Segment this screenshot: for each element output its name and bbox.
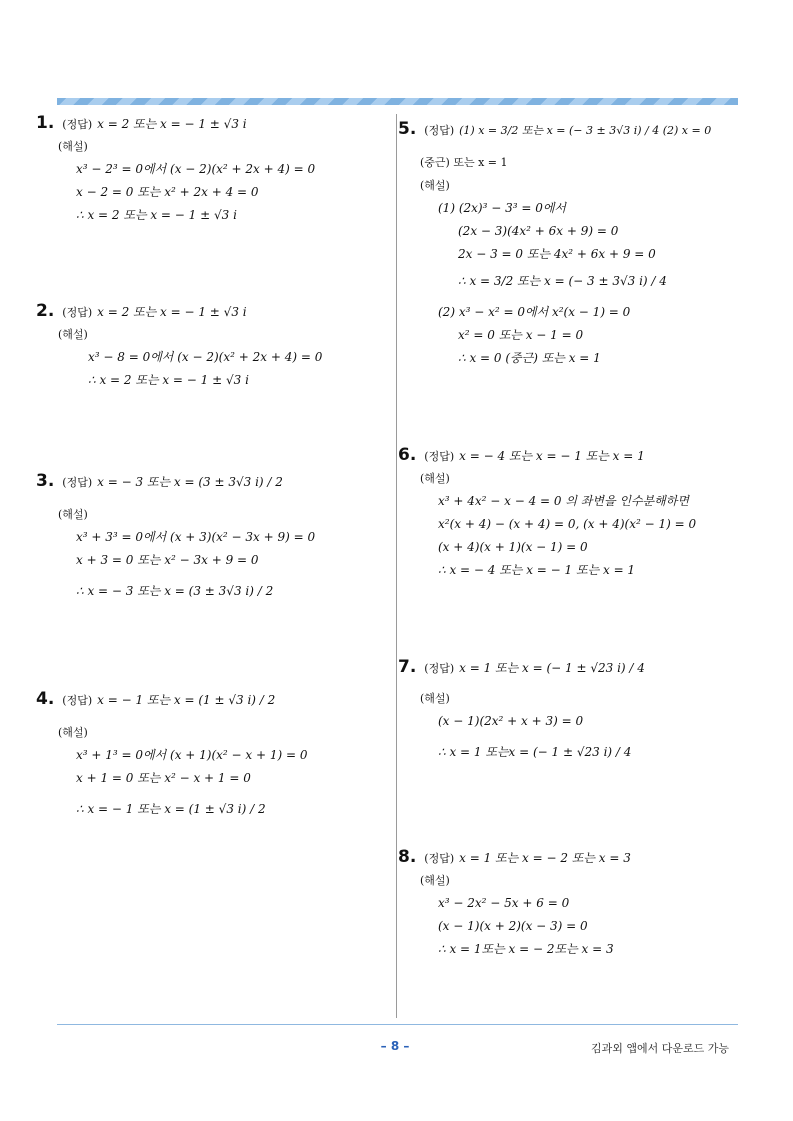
step: 2x − 3 = 0 또는 4x² + 6x + 9 = 0 — [458, 247, 656, 261]
step: x²(x + 4) − (x + 4) = 0, (x + 4)(x² − 1) = 0 — [438, 517, 697, 531]
problem-7 — [398, 656, 738, 764]
step: x + 1 = 0 또는 x² − x + 1 = 0 — [76, 771, 251, 785]
answer: x = 2 또는 x = − 1 ± √3 i — [97, 305, 247, 319]
problem-number: 8. — [398, 847, 417, 867]
step: ∴ x = − 1 또는 x = (1 ± √3 i) / 2 — [76, 802, 266, 816]
answer: (1) x = 3/2 또는 x = (− 3 ± 3√3 i) / 4 (2) x = 0 — [459, 124, 712, 137]
step: (2) x³ − x² = 0에서 x²(x − 1) = 0 — [438, 305, 631, 319]
answer-tag: (정답) — [424, 662, 455, 675]
problem-number: 4. — [36, 689, 55, 709]
answer: x = 1 또는 x = − 2 또는 x = 3 — [459, 851, 631, 865]
step: x³ + 3³ = 0에서 (x + 3)(x² − 3x + 9) = 0 — [76, 530, 316, 544]
explanation-label: (해설) — [58, 328, 88, 341]
step: (x − 1)(x + 2)(x − 3) = 0 — [438, 919, 588, 933]
footer-divider — [57, 1024, 738, 1025]
step: (x + 4)(x + 1)(x − 1) = 0 — [438, 540, 588, 554]
step: x³ − 2³ = 0에서 (x − 2)(x² + 2x + 4) = 0 — [76, 162, 316, 176]
step: ∴ x = 2 또는 x = − 1 ± √3 i — [76, 208, 237, 222]
explanation-label: (해설) — [420, 692, 450, 705]
explanation-label: (해설) — [420, 472, 450, 485]
answer: x = − 3 또는 x = (3 ± 3√3 i) / 2 — [97, 475, 283, 489]
step: (2x − 3)(4x² + 6x + 9) = 0 — [458, 224, 619, 238]
explanation-label: (해설) — [420, 874, 450, 887]
answer-tag: (정답) — [62, 694, 93, 707]
step: x − 2 = 0 또는 x² + 2x + 4 = 0 — [76, 185, 259, 199]
step: x³ − 2x² − 5x + 6 = 0 — [438, 896, 570, 910]
explanation-label: (해설) — [420, 179, 450, 192]
answer-continued: (중근) 또는 x = 1 — [420, 156, 508, 169]
problem-4 — [36, 688, 371, 821]
problem-number: 2. — [36, 301, 55, 321]
problem-2 — [36, 300, 371, 392]
step: ∴ x = − 4 또는 x = − 1 또는 x = 1 — [438, 563, 636, 577]
step: x² = 0 또는 x − 1 = 0 — [458, 328, 584, 342]
answer-tag: (정답) — [424, 450, 455, 463]
step: ∴ x = 1또는 x = − 2또는 x = 3 — [438, 942, 614, 956]
problem-number: 5. — [398, 119, 417, 139]
problem-number: 3. — [36, 471, 55, 491]
step: (x − 1)(2x² + x + 3) = 0 — [438, 714, 584, 728]
step: ∴ x = 2 또는 x = − 1 ± √3 i — [88, 373, 249, 387]
problem-8 — [398, 846, 738, 961]
answer: x = 2 또는 x = − 1 ± √3 i — [97, 117, 247, 131]
step: x + 3 = 0 또는 x² − 3x + 9 = 0 — [76, 553, 259, 567]
page-number: – 8 – — [380, 1039, 410, 1053]
problem-3 — [36, 470, 371, 603]
problem-number: 7. — [398, 657, 417, 677]
step: ∴ x = − 3 또는 x = (3 ± 3√3 i) / 2 — [76, 584, 274, 598]
answer-tag: (정답) — [62, 306, 93, 319]
step: ∴ x = 1 또는x = (− 1 ± √23 i) / 4 — [438, 745, 632, 759]
top-decorative-bar — [57, 98, 738, 105]
step: x³ + 1³ = 0에서 (x + 1)(x² − x + 1) = 0 — [76, 748, 308, 762]
step: x³ − 8 = 0에서 (x − 2)(x² + 2x + 4) = 0 — [88, 350, 323, 364]
step: ∴ x = 3/2 또는 x = (− 3 ± 3√3 i) / 4 — [458, 274, 667, 288]
problem-number: 6. — [398, 445, 417, 465]
step: (1) (2x)³ − 3³ = 0에서 — [438, 201, 567, 215]
column-divider — [396, 114, 397, 1018]
answer: x = − 4 또는 x = − 1 또는 x = 1 — [459, 449, 645, 463]
problem-1 — [36, 112, 371, 227]
answer-tag: (정답) — [62, 476, 93, 489]
answer-tag: (정답) — [62, 118, 93, 131]
answer: x = 1 또는 x = (− 1 ± √23 i) / 4 — [459, 661, 645, 675]
answer-tag: (정답) — [424, 852, 455, 865]
explanation-label: (해설) — [58, 140, 88, 153]
explanation-label: (해설) — [58, 726, 88, 739]
footer-note: 김과외 앱에서 다운로드 가능 — [590, 1042, 729, 1055]
answer-tag: (정답) — [424, 124, 455, 137]
problem-number: 1. — [36, 113, 55, 133]
problem-6 — [398, 444, 738, 582]
step: ∴ x = 0 (중근) 또는 x = 1 — [458, 351, 601, 365]
explanation-label: (해설) — [58, 508, 88, 521]
answer: x = − 1 또는 x = (1 ± √3 i) / 2 — [97, 693, 276, 707]
problem-5 — [398, 118, 738, 370]
step: x³ + 4x² − x − 4 = 0 의 좌변을 인수분해하면 — [438, 494, 689, 508]
